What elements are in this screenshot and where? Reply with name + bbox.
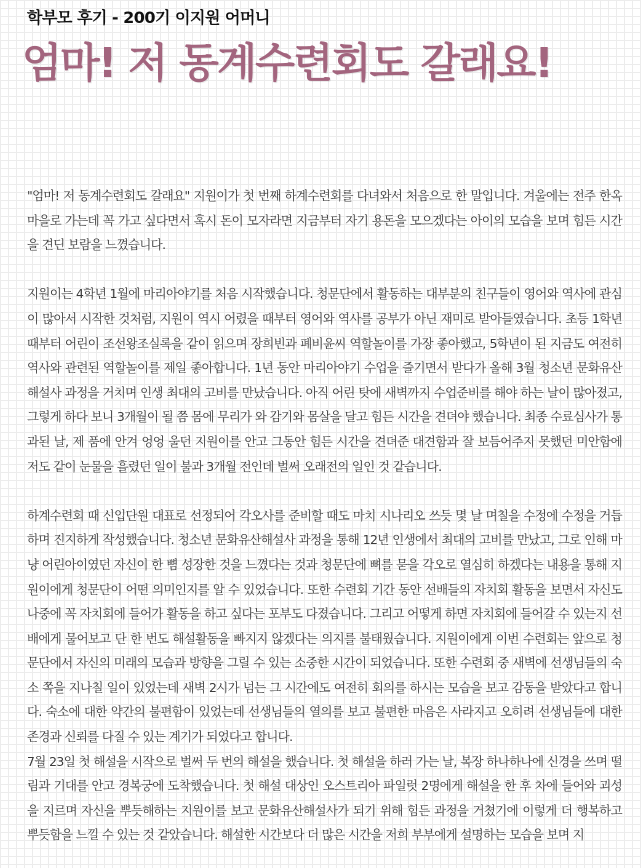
paragraph: 하계수련회 때 신입단원 대표로 선정되어 각오사를 준비할 때도 마치 시나리오 쓰듯 몇 날 며칠을 수정에 수정을 거듭하며 진지하게 작성했습니다. 청소년 문화유산해설사 과정을 통해 12년 인생에서 최대의 고비를 만났고, 그로 인해 마냥 어린아이였던 자신이 한 뼘 성장한 것을 느꼈다는 것과 청문단에 뼈를 묻을 각오로 열심히 하겠다는 내용을 통해 지원이에게 청문단이 어떤 의미인지를 알 수 있었습니다. 또한 수련회 기간 동안 선배들의 자치회 활동을 보면서 자신도 나중에 꼭 자치회에 들어가 활동을 하고 싶다는 포부도 다졌습니다. 그리고 어떻게 하면 자치회에 들어갈 수 있는지 선배에게 물어보고 단 한 번도 해설활동을 빠지지 않겠다는 의지를 불태웠습니다. 지원이에게 이번 수련회는 앞으로 청문단에서 자신의 미래의 모습과 방향을 그릴 수 있는 소중한 시간이 되었습니다. 또한 수련회 중 새벽에 선생님들의 숙소 쪽을 지나칠 일이 있었는데 새벽 2시가 넘는 그 시간에도 여전히 회의를 하시는 모습을 보고 감동을 받았다고 합니다. 숙소에 대한 약간의 불편함이 있었는데 선생님들의 열의를 보고 불편한 마음은 사라지고 오히려 선생님들에 대한 존경과 신뢰를 다질 수 있는 계기가 되었다고 합니다. xyxy=(27,507,622,745)
article-title: 엄마! 저 동계수련회도 갈래요! xyxy=(22,39,552,87)
header xyxy=(0,0,641,104)
article-subtitle: 학부모 후기 - 200기 이지원 어머니 xyxy=(27,8,270,27)
article-body xyxy=(27,184,622,848)
paragraph: "엄마! 저 동계수련회도 갈래요" 지원이가 첫 번째 하계수련회를 다녀와서 처음으로 한 말입니다. 겨울에는 전주 한옥마을로 가는데 꼭 가고 싶다면서 혹시 돈이 모자라면 지금부터 자기 용돈을 모으겠다는 아이의 모습을 보며 힘든 시간을 견딘 보람을 느꼈습니다. xyxy=(27,188,622,253)
paragraph: 지원이는 4학년 1월에 마리아야기를 처음 시작했습니다. 청문단에서 활동하는 대부분의 친구들이 영어와 역사에 관심이 많아서 시작한 것처럼, 지원이 역시 어렸을 때부터 영어와 역사를 공부가 아닌 재미로 받아들였습니다. 초등 1학년 때부터 어린이 조선왕조실록을 같이 읽으며 장희빈과 폐비윤씨 역할놀이를 가장 좋아했고, 5학년이 된 지금도 여전히 역사와 관련된 역할놀이를 제일 좋아합니다. 1년 동안 마리아야기 수업을 즐기면서 받다가 올해 3월 청소년 문화유산해설사 과정을 거치며 인생 최대의 고비를 만났습니다. 아직 어린 탓에 새벽까지 수업준비를 해야 하는 날이 많아졌고, 그렇게 하다 보니 3개월이 될 쯤 몸에 무리가 와 감기와 몸살을 달고 힘든 시간을 견뎌야 했습니다. 최종 수료심사가 통과된 날, 제 품에 안겨 엉엉 울던 지원이를 안고 그동안 힘든 시간을 견뎌준 대견함과 잘 보듬어주지 못했던 미안함에 저도 같이 눈물을 흘렸던 일이 불과 3개월 전인데 벌써 오래전의 일인 것 같습니다. xyxy=(27,286,622,474)
paragraph: 7월 23일 첫 해설을 시작으로 벌써 두 번의 해설을 했습니다. 첫 해설을 하러 가는 날, 복장 하나하나에 신경을 쓰며 떨림과 기대를 안고 경복궁에 도착했습니다. 첫 해설 대상인 오스트리아 파일럿 2명에게 해설을 한 후 차에 들어와 괴성을 지르며 자신을 뿌듯해하는 지원이를 보고 문화유산해설사가 되기 위해 힘든 과정을 거쳤기에 이렇게 더 행복하고 뿌듯함을 느낄 수 있는 것 같았습니다. 해설한 시간보다 더 많은 시간을 저희 부부에게 설명하는 모습을 보며 지 xyxy=(27,753,622,843)
